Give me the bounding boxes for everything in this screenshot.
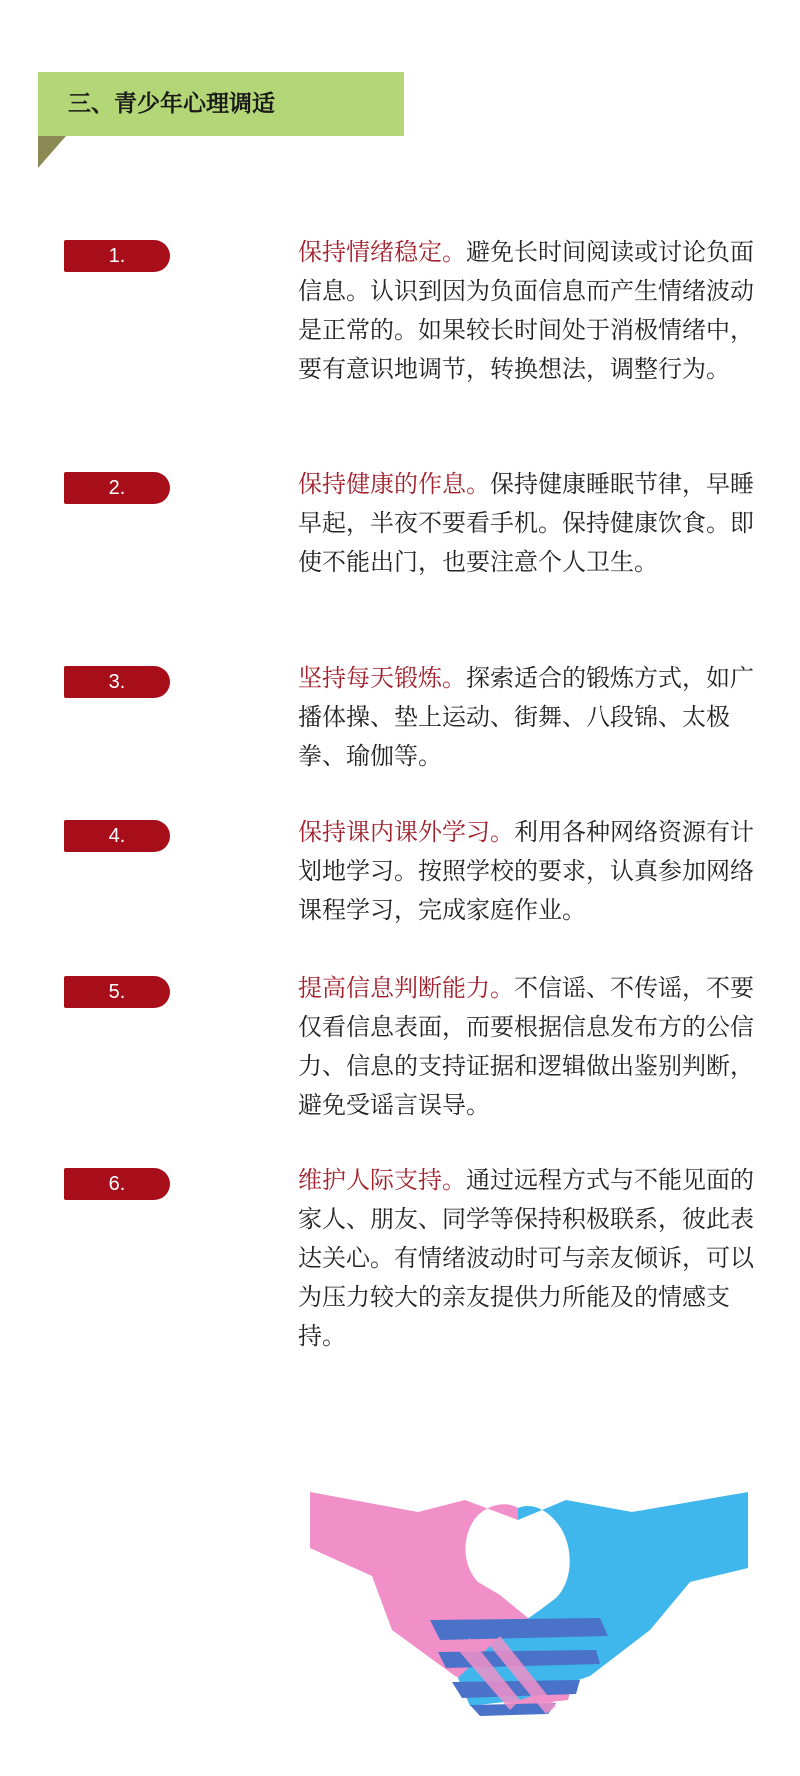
- item-heading: 维护人际支持。: [298, 1166, 466, 1194]
- item-body: 保持健康睡眠节律，早睡早起，半夜不要看手机。保持健康饮食。即使不能出门，也要注意个人卫生。: [298, 470, 754, 576]
- section-title: 三、青少年心理调适: [68, 91, 275, 117]
- item-number-badge: 1.: [64, 240, 170, 272]
- item-heading: 保持情绪稳定。: [298, 238, 466, 266]
- item-number-badge: 2.: [64, 472, 170, 504]
- item-body: 利用各种网络资源有计划地学习。按照学校的要求，认真参加网络课程学习，完成家庭作业。: [298, 818, 754, 924]
- item-number-badge: 3.: [64, 666, 170, 698]
- item-number-badge: 6.: [64, 1168, 170, 1200]
- item-body: 探索适合的锻炼方式，如广播体操、垫上运动、街舞、八段锦、太极拳、瑜伽等。: [298, 664, 754, 770]
- item-number-badge: 5.: [64, 976, 170, 1008]
- item-heading: 保持健康的作息。: [298, 470, 490, 498]
- item-heading: 提高信息判断能力。: [298, 974, 514, 1002]
- item-body: 不信谣、不传谣，不要仅看信息表面，而要根据信息发布方的公信力、信息的支持证据和逻辑做出鉴别判断，避免受谣言误导。: [298, 974, 754, 1119]
- item-body: 避免长时间阅读或讨论负面信息。认识到因为负面信息而产生情绪波动是正常的。如果较长时间处于消极情绪中，要有意识地调节，转换想法，调整行为。: [298, 238, 754, 383]
- item-heading: 坚持每天锻炼。: [298, 664, 466, 692]
- item-heading: 保持课内课外学习。: [298, 818, 514, 846]
- item-body: 通过远程方式与不能见面的家人、朋友、同学等保持积极联系，彼此表达关心。有情绪波动时可与亲友倾诉，可以为压力较大的亲友提供力所能及的情感支持。: [298, 1166, 754, 1350]
- item-number-badge: 4.: [64, 820, 170, 852]
